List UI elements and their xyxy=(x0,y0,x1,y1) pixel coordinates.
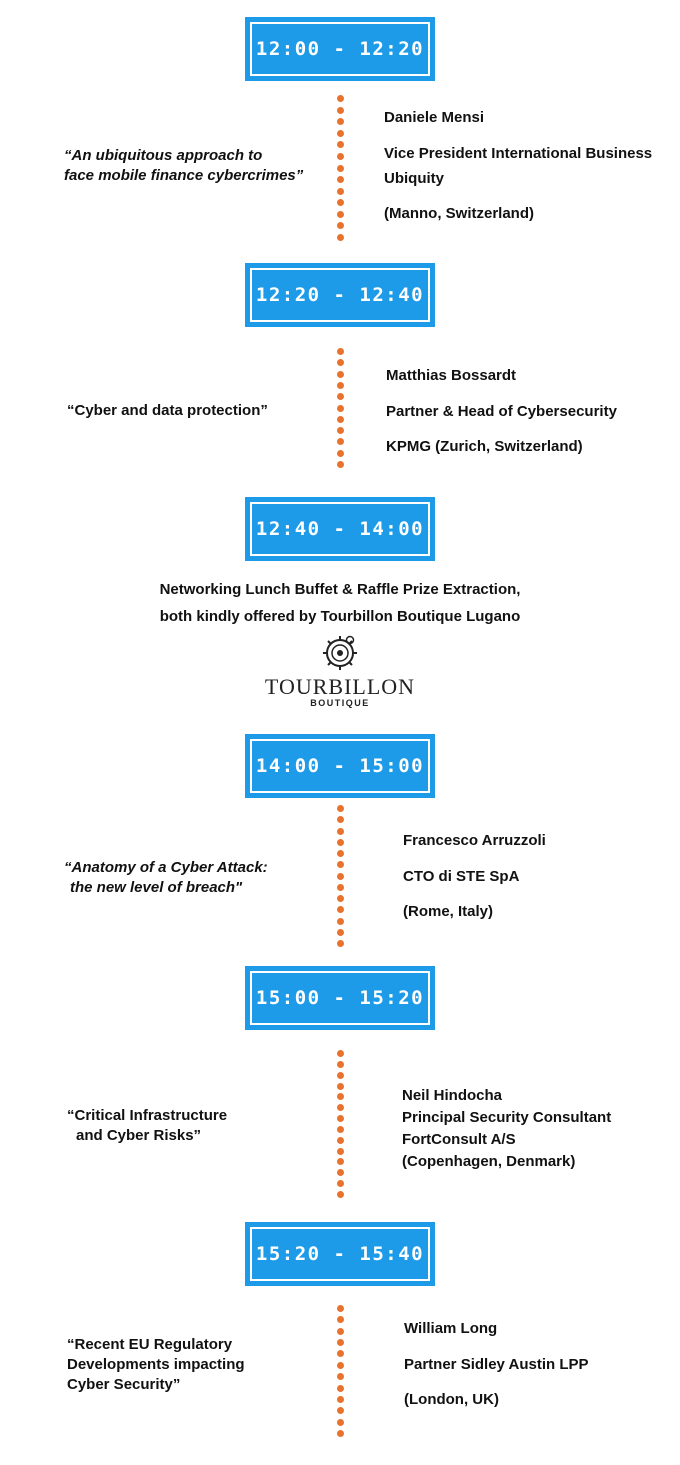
timeline-dot xyxy=(337,393,344,400)
speaker-name: Daniele Mensi xyxy=(384,109,485,126)
timeline-dot xyxy=(337,222,344,229)
timeline-dot xyxy=(337,1137,344,1144)
speaker-name: Neil Hindocha xyxy=(402,1087,503,1104)
talk-title xyxy=(67,1106,227,1146)
timeline-dot xyxy=(337,438,344,445)
time-slot-6 xyxy=(245,1222,435,1286)
timeline-dot xyxy=(337,1396,344,1403)
timeline-dot xyxy=(337,107,344,114)
talk-title-line: Cyber Security” xyxy=(67,1376,181,1393)
timeline-dot xyxy=(337,1158,344,1165)
timeline-dot xyxy=(337,95,344,102)
timeline-dot xyxy=(337,416,344,423)
time-slot-label: 14:00 - 15:00 xyxy=(250,739,430,793)
timeline-dot xyxy=(337,1083,344,1090)
timeline-dot xyxy=(337,405,344,412)
timeline-dot xyxy=(337,816,344,823)
talk-title-line: “Anatomy of a Cyber Attack: xyxy=(64,859,268,876)
timeline-dot xyxy=(337,850,344,857)
timeline-dot xyxy=(337,918,344,925)
speaker-location: (London, UK) xyxy=(404,1391,499,1408)
timeline-dot xyxy=(337,211,344,218)
talk-title-line: Developments impacting xyxy=(67,1356,245,1373)
timeline-dot xyxy=(337,176,344,183)
timeline-dot xyxy=(337,929,344,936)
timeline-dots xyxy=(335,1305,347,1437)
lunch-line: Networking Lunch Buffet & Raffle Prize Extraction, xyxy=(159,581,521,598)
talk-title-line: face mobile finance cybercrimes” xyxy=(64,167,304,184)
timeline-dot xyxy=(337,1126,344,1133)
timeline-dot xyxy=(337,1115,344,1122)
lunch-description xyxy=(0,576,680,630)
timeline-dot xyxy=(337,1373,344,1380)
speaker-company: KPMG (Zurich, Switzerland) xyxy=(386,438,583,455)
timeline-dot xyxy=(337,1093,344,1100)
timeline-dots xyxy=(335,95,347,241)
talk-title xyxy=(67,1335,245,1395)
timeline-dot xyxy=(337,1419,344,1426)
timeline-dot xyxy=(337,1328,344,1335)
time-slot-label: 12:20 - 12:40 xyxy=(250,268,430,322)
gear-watch-icon xyxy=(320,632,360,672)
timeline-dot xyxy=(337,427,344,434)
speaker-location: (Rome, Italy) xyxy=(403,903,494,920)
timeline-dot xyxy=(337,940,344,947)
speaker-company: Ubiquity xyxy=(384,170,444,187)
timeline-dot xyxy=(337,1169,344,1176)
timeline-dot xyxy=(337,1339,344,1346)
lunch-line: both kindly offered by Tourbillon Boutique Lugano xyxy=(159,608,521,625)
talk-title-line: “An ubiquitous approach to xyxy=(64,147,263,164)
speaker-role: Partner Sidley Austin LPP xyxy=(404,1356,589,1373)
speaker-info xyxy=(402,1085,611,1173)
timeline-dot xyxy=(337,461,344,468)
talk-title-line: “Critical Infrastructure xyxy=(67,1107,228,1124)
talk-title-line: “Cyber and data protection” xyxy=(67,402,268,419)
timeline-dot xyxy=(337,1350,344,1357)
timeline-dot xyxy=(337,906,344,913)
talk-title-line: and Cyber Risks” xyxy=(76,1127,202,1144)
timeline-dot xyxy=(337,234,344,241)
timeline-dot xyxy=(337,1072,344,1079)
timeline-dot xyxy=(337,1104,344,1111)
timeline-dot xyxy=(337,805,344,812)
timeline-dot xyxy=(337,1180,344,1187)
time-slot-4 xyxy=(245,734,435,798)
timeline-dot xyxy=(337,1148,344,1155)
timeline-dot xyxy=(337,382,344,389)
logo-subtitle: BOUTIQUE xyxy=(310,698,370,708)
timeline-dot xyxy=(337,1316,344,1323)
timeline-dot xyxy=(337,165,344,172)
speaker-name: William Long xyxy=(404,1320,498,1337)
timeline-dot xyxy=(337,839,344,846)
speaker-name: Francesco Arruzzoli xyxy=(403,832,546,849)
time-slot-label: 12:40 - 14:00 xyxy=(250,502,430,556)
time-slot-2 xyxy=(245,263,435,327)
timeline-dot xyxy=(337,1191,344,1198)
talk-title xyxy=(64,146,303,186)
timeline-dot xyxy=(337,1362,344,1369)
timeline-dot xyxy=(337,199,344,206)
timeline-dot xyxy=(337,130,344,137)
speaker-name: Matthias Bossardt xyxy=(386,367,517,384)
timeline-dot xyxy=(337,141,344,148)
time-slot-label: 15:00 - 15:20 xyxy=(250,971,430,1025)
timeline-dot xyxy=(337,118,344,125)
time-slot-5 xyxy=(245,966,435,1030)
timeline-dot xyxy=(337,1050,344,1057)
speaker-company: FortConsult A/S xyxy=(402,1131,516,1148)
talk-title-line: “Recent EU Regulatory xyxy=(67,1336,233,1353)
timeline-dot xyxy=(337,884,344,891)
timeline-dot xyxy=(337,861,344,868)
speaker-location: (Copenhagen, Denmark) xyxy=(402,1153,576,1170)
time-slot-3 xyxy=(245,497,435,561)
timeline-dots xyxy=(335,348,347,468)
timeline-dot xyxy=(337,895,344,902)
logo-wordmark: TOURBILLON xyxy=(264,674,416,699)
speaker-role: CTO di STE SpA xyxy=(403,868,520,885)
timeline-dots xyxy=(335,805,347,947)
timeline-dot xyxy=(337,1061,344,1068)
speaker-role: Partner & Head of Cybersecurity xyxy=(386,403,617,420)
talk-title-line: the new level of breach" xyxy=(70,879,243,896)
timeline-dot xyxy=(337,188,344,195)
time-slot-label: 15:20 - 15:40 xyxy=(250,1227,430,1281)
speaker-location: (Manno, Switzerland) xyxy=(384,205,534,222)
timeline-dot xyxy=(337,828,344,835)
time-slot-1 xyxy=(245,17,435,81)
speaker-role: Principal Security Consultant xyxy=(402,1109,612,1126)
timeline-dot xyxy=(337,153,344,160)
talk-title xyxy=(67,401,268,421)
timeline-dot xyxy=(337,873,344,880)
time-slot-label: 12:00 - 12:20 xyxy=(250,22,430,76)
timeline-dot xyxy=(337,371,344,378)
speaker-role: Vice President International Business xyxy=(384,145,653,162)
talk-title xyxy=(64,858,268,898)
timeline-dot xyxy=(337,1430,344,1437)
tourbillon-logo xyxy=(255,632,425,710)
timeline-dot xyxy=(337,1385,344,1392)
timeline-dots xyxy=(335,1050,347,1198)
timeline-dot xyxy=(337,348,344,355)
timeline-dot xyxy=(337,450,344,457)
timeline-dot xyxy=(337,1407,344,1414)
timeline-dot xyxy=(337,1305,344,1312)
timeline-dot xyxy=(337,359,344,366)
